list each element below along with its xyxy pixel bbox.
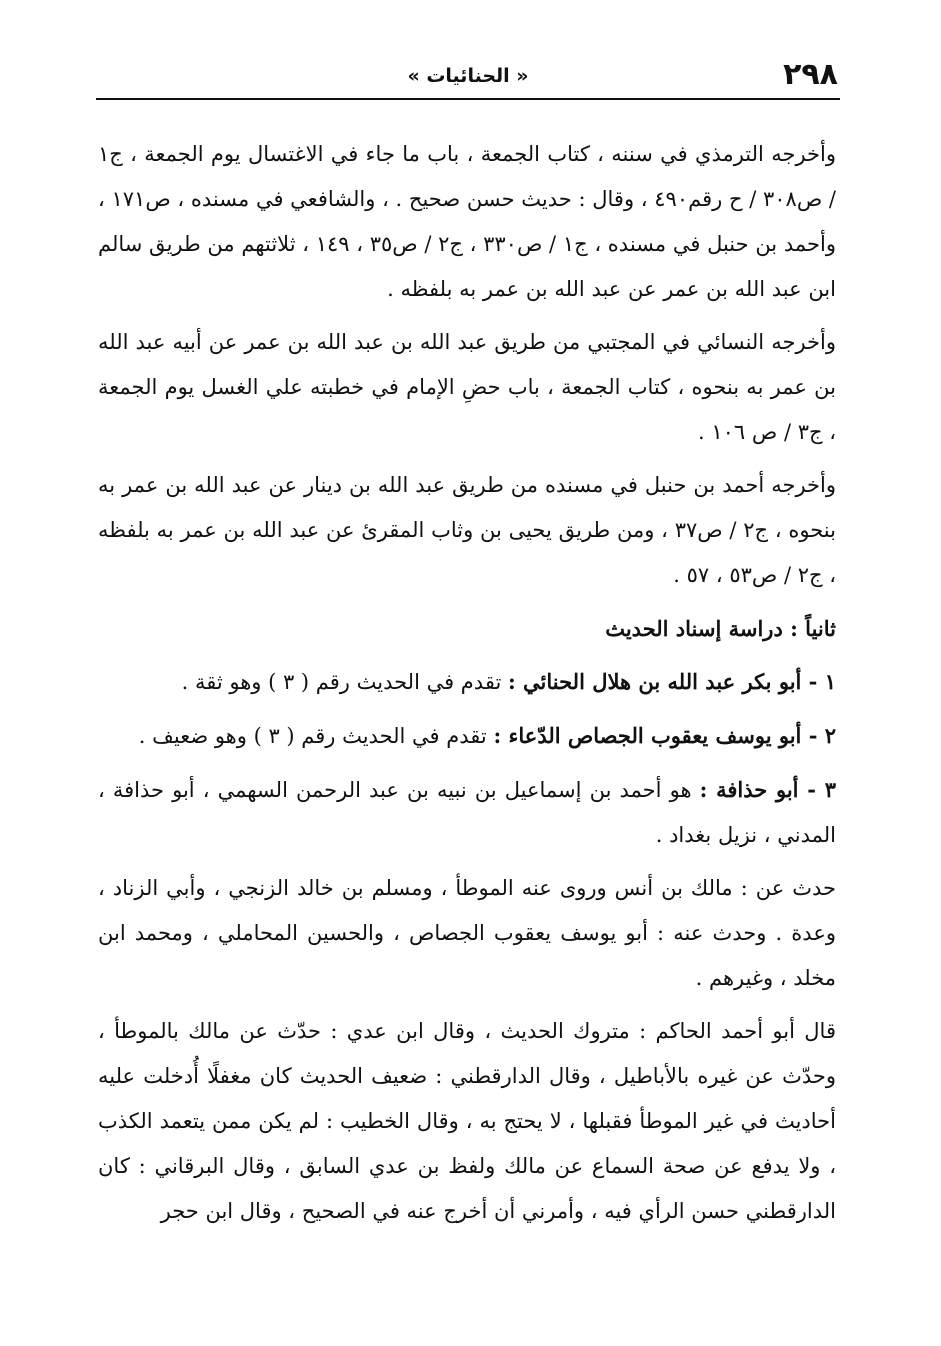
paragraph-teachers-students: حدث عن : مالك بن أنس وروى عنه الموطأ ، ومسلم بن خالد الزنجي ، وأبي الزناد ، وعدة . وحدث عنه : أبو يوسف يعقوب الجصاص ، والحسين المحاملي ، ومحمد ابن مخلد ، وغيرهم . [98, 876, 836, 990]
page-header [96, 52, 840, 98]
narrator-note-2: تقدم في الحديث رقم ( ٣ ) وهو ضعيف . [138, 724, 487, 748]
paragraph-ahmad: وأخرجه أحمد بن حنبل في مسنده من طريق عبد الله بن دينار عن عبد الله بن عمر به بنحوه ، ج٢ / ص٣٧ ، ومن طريق يحيى بن وثاب المقرئ عن عبد الله بن عمر به بلفظه ، ج٢ / ص٥٣ ، ٥٧ . [98, 473, 836, 587]
narrator-name-3: ٣ - أبو حذافة : [699, 777, 836, 802]
page-body [98, 132, 836, 1242]
paragraph-nasai: وأخرجه النسائي في المجتبي من طريق عبد الله بن عبد الله بن عمر عن أبيه عبد الله بن عمر به بنحوه ، كتاب الجمعة ، باب حضِ الإمام في خطبته علي الغسل يوم الجمعة ، ج٣ / ص ١٠٦ . [98, 330, 836, 444]
section-heading: ثانياً : دراسة إسناد الحديث [605, 616, 836, 641]
narrator-note-1: تقدم في الحديث رقم ( ٣ ) وهو ثقة . [181, 670, 502, 694]
paragraph-tirmidhi: وأخرجه الترمذي في سننه ، كتاب الجمعة ، باب ما جاء في الاغتسال يوم الجمعة ، ج١ / ص٣٠٨ / ح رقم٤٩٠ ، وقال : حديث حسن صحيح . ، والشافعي في مسنده ، ص١٧١ ، وأحمد بن حنبل في مسنده ، ج١ / ص٣٣٠ ، ج٢ / ص٣٥ ، ١٤٩ ، ثلاثتهم من طريق سالم ابن عبد الله بن عمر عن عبد الله بن عمر به بلفظه . [98, 142, 837, 301]
paragraph-scholar-opinions: قال أبو أحمد الحاكم : متروك الحديث ، وقال ابن عدي : حدّث عن مالك بالموطأ ، وحدّث عن غيره بالأباطيل ، وقال الدارقطني : ضعيف الحديث كان مغفلًا أُدخلت عليه أحاديث في غير الموطأ فقبلها ، لا يحتج به ، وقال الخطيب : لم يكن ممن يتعمد الكذب ، ولا يدفع عن صحة السماع عن مالك ولفظ بن عدي السابق ، وقال البرقاني : كان الدارقطني حسن الرأي فيه ، وأمرني أن أخرج عنه في الصحيح ، وقال ابن حجر [98, 1019, 836, 1223]
narrator-name-1: ١ - أبو بكر عبد الله بن هلال الحنائي : [507, 669, 836, 694]
header-divider [96, 98, 840, 100]
page-number: ٢٩٨ [783, 57, 838, 92]
narrator-item-2 [98, 713, 836, 759]
narrator-item-3 [98, 767, 836, 858]
narrator-item-1 [98, 659, 836, 705]
running-title: « الحنائيات » [407, 65, 529, 87]
narrator-note-3: هو أحمد بن إسماعيل بن نبيه بن عبد الرحمن السهمي ، أبو حذافة ، المدني ، نزيل بغداد . [98, 778, 836, 847]
narrator-name-2: ٢ - أبو يوسف يعقوب الجصاص الدّعاء : [493, 723, 836, 748]
